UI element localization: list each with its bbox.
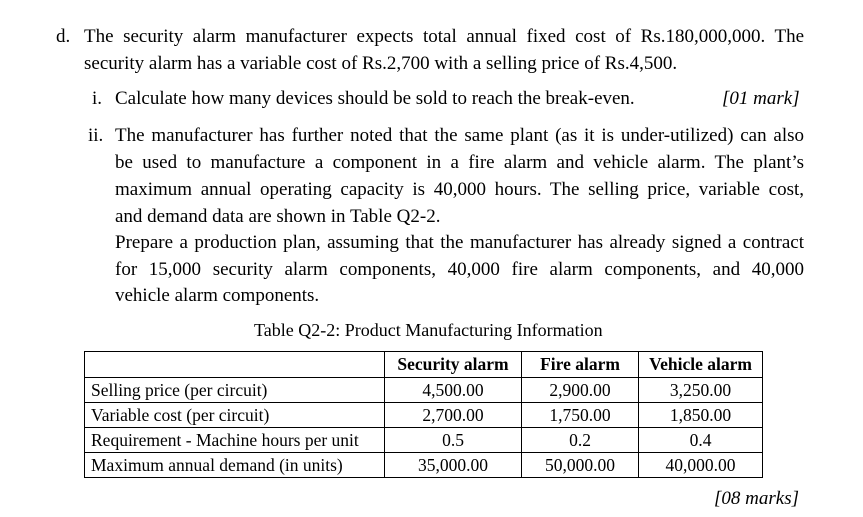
question-line-1: The security alarm manufacturer expects total annual fixed cost of Rs.180,000,000. The [84,26,804,47]
table-header-vehicle: Vehicle alarm [639,352,763,378]
table-caption: Table Q2-2: Product Manufacturing Information [254,320,603,340]
part-ii-label: ii. [88,125,104,146]
table-header-row [85,352,763,378]
cell-fire: 0.2 [522,428,639,453]
cell-fire: 1,750.00 [522,403,639,428]
cell-vehicle: 3,250.00 [639,378,763,403]
cell-vehicle: 1,850.00 [639,403,763,428]
row-label: Requirement - Machine hours per unit [85,428,385,453]
part-i-text: Calculate how many devices should be sold to reach the break-even. [115,88,635,109]
row-label: Maximum annual demand (in units) [85,453,385,478]
cell-security: 4,500.00 [385,378,522,403]
cell-vehicle: 40,000.00 [639,453,763,478]
row-label: Selling price (per circuit) [85,378,385,403]
row-label: Variable cost (per circuit) [85,403,385,428]
total-marks: [08 marks] [714,488,799,509]
table-header-security: Security alarm [385,352,522,378]
cell-security: 0.5 [385,428,522,453]
part-ii-line-4: and demand data are shown in Table Q2-2. [115,206,441,227]
table-row [85,453,763,478]
table-row [85,428,763,453]
part-i-label: i. [92,88,103,109]
table-header-fire: Fire alarm [522,352,639,378]
table-row [85,403,763,428]
part-ii-line-7: vehicle alarm components. [115,285,320,306]
table-header-blank [85,352,385,378]
question-line-2: security alarm has a variable cost of Rs.2,700 with a selling price of Rs.4,500. [84,53,678,74]
cell-vehicle: 0.4 [639,428,763,453]
product-info-table [84,351,763,478]
question-label: d. [56,26,71,47]
cell-security: 2,700.00 [385,403,522,428]
cell-fire: 50,000.00 [522,453,639,478]
part-ii-line-5: Prepare a production plan, assuming that the manufacturer has already signed a contract [115,232,804,253]
part-ii-line-3: maximum annual operating capacity is 40,000 hours. The selling price, variable cost, [115,179,804,200]
part-ii-line-2: be used to manufacture a component in a fire alarm and vehicle alarm. The plant’s [115,152,804,173]
cell-security: 35,000.00 [385,453,522,478]
cell-fire: 2,900.00 [522,378,639,403]
part-ii-line-6: for 15,000 security alarm components, 40,000 fire alarm components, and 40,000 [115,259,804,280]
table-row [85,378,763,403]
part-ii-line-1: The manufacturer has further noted that the same plant (as it is under-utilized) can also [115,125,804,146]
part-i-marks: [01 mark] [722,88,800,109]
